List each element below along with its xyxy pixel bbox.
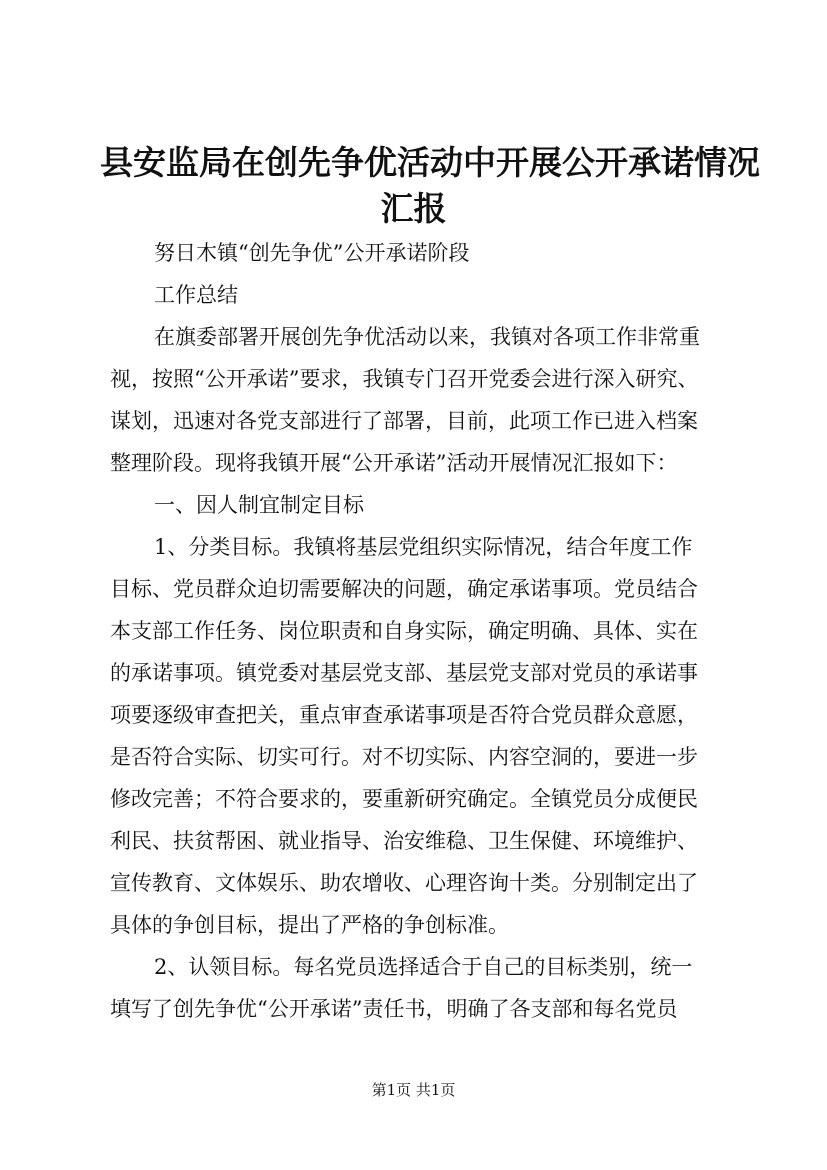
document-body (110, 232, 738, 1030)
paragraph-line: 在旗委部署开展创先争优活动以来，我镇对各项工作非常重 (154, 325, 700, 349)
subtitle-line: 工作总结 (154, 283, 238, 307)
paragraph-line: 填写了创先争优“公开承诺”责任书，明确了各支部和每名党员 (110, 997, 678, 1021)
paragraph-line: 谋划，迅速对各党支部进行了部署，目前，此项工作已进入档案 (110, 409, 698, 433)
paragraph-line: 是否符合实际、切实可行。对不切实际、内容空洞的，要进一步 (110, 745, 698, 769)
paragraph-line: 目标、党员群众迫切需要解决的问题，确定承诺事项。党员结合 (110, 577, 698, 601)
paragraph-line: 视，按照“公开承诺”要求，我镇专门召开党委会进行深入研究、 (110, 367, 699, 391)
title-line-2: 汇报 (380, 189, 447, 228)
paragraph-line: 利民、扶贫帮困、就业指导、治安维稳、卫生保健、环境维护、 (110, 829, 698, 853)
section-heading: 一、因人制宜制定目标 (154, 493, 364, 517)
paragraph-line: 修改完善；不符合要求的，要重新研究确定。全镇党员分成便民 (110, 787, 698, 811)
paragraph-line: 1、分类目标。我镇将基层党组织实际情况，结合年度工作 (154, 535, 693, 559)
paragraph-line: 的承诺事项。镇党委对基层党支部、基层党支部对党员的承诺事 (110, 661, 698, 685)
page-footer: 第1页 共1页 (371, 1081, 456, 1099)
paragraph-line: 宣传教育、文体娱乐、助农增收、心理咨询十类。分别制定出了 (110, 871, 698, 895)
document-title (100, 140, 760, 232)
paragraph-line: 整理阶段。现将我镇开展“公开承诺”活动开展情况汇报如下： (110, 451, 678, 475)
paragraph-line: 2、认领目标。每名党员选择适合于自己的目标类别，统一 (154, 955, 693, 979)
paragraph-line: 具体的争创目标，提出了严格的争创标准。 (110, 913, 509, 937)
paragraph-line: 本支部工作任务、岗位职责和自身实际，确定明确、具体、实在 (110, 619, 698, 643)
paragraph-line: 项要逐级审查把关，重点审查承诺事项是否符合党员群众意愿， (110, 703, 698, 727)
subtitle-line: 努日木镇“创先争优”公开承诺阶段 (154, 241, 470, 265)
title-line-1: 县安监局在创先争优活动中开展公开承诺情况 (100, 143, 760, 182)
